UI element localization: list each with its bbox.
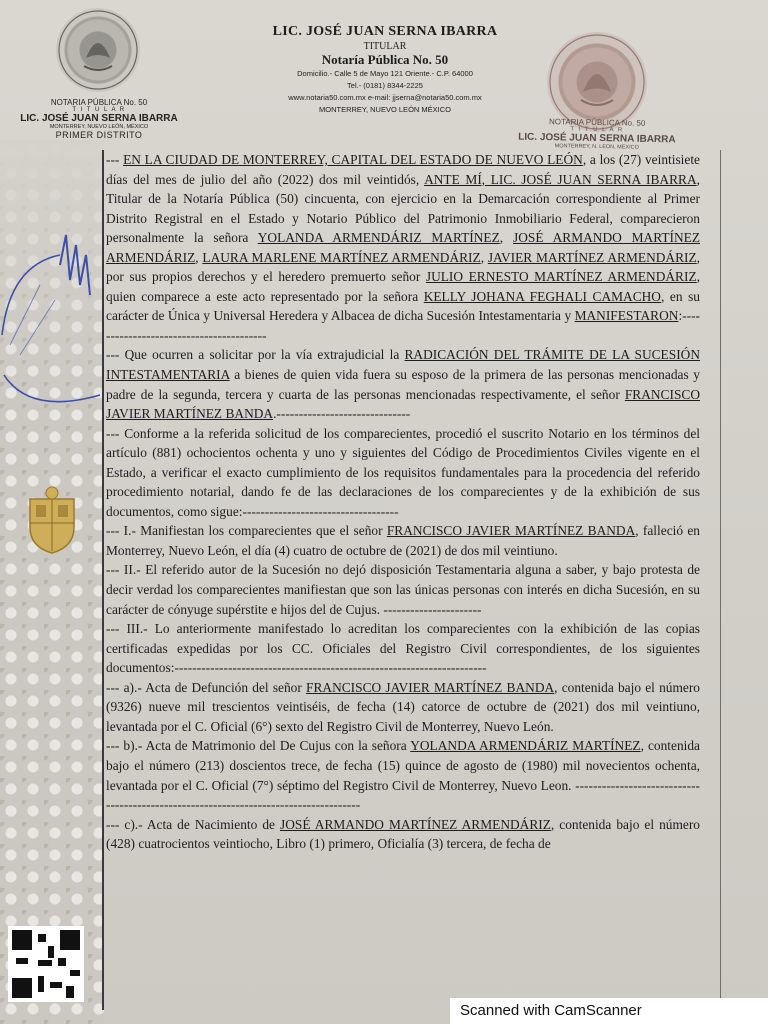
left-notary-seal: [56, 8, 140, 92]
paragraph-declaration-ii: --- II.- El referido autor de la Sucesión no dejó disposición Testamentaria alguna a saber, y bajo protesta de decir verdad los comparecientes manifiestan que son las únicas personas con interés en dicha Sucesión, en su carácter de cónyuge supérstite e hijos del de Cujus. ----------------------: [106, 562, 700, 617]
notary-letterhead: [230, 24, 540, 116]
notaria-number: Notaría Pública No. 50: [321, 52, 449, 67]
notary-web-email: www.notaria50.com.mx e-mail: jjserna@notaria50.com.mx: [288, 93, 482, 102]
paragraph-declaration-i: --- I.- Manifiestan los comparecientes que el señor FRANCISCO JAVIER MARTÍNEZ BANDA, falleció en Monterrey, Nuevo León, el día (4) cuatro de octubre de (2021) de dos mil veintiuno.: [106, 523, 700, 558]
paragraph-declaration-iii: --- III.- Lo anteriormente manifestado lo acreditan los comparecientes con la exhibición de las copias certificadas expedidas por los CC. Oficiales del Registro Civil correspondientes, de los siguientes documentos:----------------------------------------------------------------------: [106, 621, 700, 676]
paragraph-request: --- Que ocurren a solicitar por la vía extrajudicial la RADICACIÓN DEL TRÁMITE DE LA SUCESIÓN INTESTAMENTARIA a bienes de quien vida fuera su esposo de la primera de las personas mencionadas y padre de la segunda, tercera y cuarta de las personas mencionadas respectivamente, el señor FRANCISCO JAVIER MARTÍNEZ BANDA.------------------------------: [106, 347, 700, 422]
paragraph-verification: --- Conforme a la referida solicitud de los comparecientes, procedió el suscrito Notario en los términos del artículo (881) ochocientos ochenta y uno y siguientes del Código de Procedimientos Civiles vigente en el Estado, a verificar el exacto cumplimiento de los requisitos fundamentales para la procedencia del referido procedimiento notarial, dando fe de las declaraciones de los comparecientes y de la exhibición de sus documentos, como sigue:-----------------------------------: [106, 425, 700, 519]
notary-address: Domicilio.- Calle 5 de Mayo 121 Oriente.- C.P. 64000: [297, 69, 473, 78]
paragraph-item-a: --- a).- Acta de Defunción del señor FRANCISCO JAVIER MARTÍNEZ BANDA, contenida bajo el número (9326) nueve mil trescientos veintiséis, de fecha (14) catorce de octubre de (2021) dos mil veintiuno, levantada por el C. Oficial (6°) sexto del Registro Civil de Monterrey, Nuevo León.: [106, 679, 700, 734]
paragraph-item-c: --- c).- Acta de Nacimiento de JOSÉ ARMANDO MARTÍNEZ ARMENDÁRIZ, contenida bajo el número (428) cuatrocientos veintiocho, Libro (1) primero, Oficialía (3) tercera, de fecha de: [106, 816, 700, 852]
deed-body: [106, 150, 700, 854]
right-seal-caption: NOTARIA PÚBLICA No. 50 T I T U L A R LIC. JOSÉ JUAN SERNA IBARRA MONTERREY, N. LEON, MEXICO: [518, 117, 676, 151]
right-margin-line: [720, 150, 721, 1010]
eagle-emblem-icon: [56, 8, 140, 92]
paragraph-item-b: --- b).- Acta de Matrimonio del De Cujus con la señora YOLANDA ARMENDÁRIZ MARTÍNEZ, contenida bajo el número (213) doscientos trece, de fecha (15) quince de agosto de (1980) mil novecientos ochenta, levantada por el C. Oficial (7°) séptimo del Registro Civil de Monterrey, Nuevo Leon. -------------------------------------------------------------------------------------: [106, 738, 700, 813]
left-seal-caption: NOTARIA PÚBLICA No. 50 T I T U L A R LIC. JOSÉ JUAN SERNA IBARRA MONTERREY, NUEVO LEÓN, MÉXICO PRIMER DISTRITO: [20, 98, 178, 140]
paragraph-opening: --- EN LA CIUDAD DE MONTERREY, CAPITAL DEL ESTADO DE NUEVO LEÓN, a los (27) veintisiete días del mes de julio del año (2022) dos mil veintidós, ANTE MÍ, LIC. JOSÉ JUAN SERNA IBARRA, Titular de la Notaría Pública (50) cincuenta, con ejercicio en la Demarcación correspondiente al Primer Distrito Registral en el Estado y Notario Público del Patrimonio Inmobiliario Federal, comparecieron personalmente la señora YOLANDA ARMENDÁRIZ MARTÍNEZ, JOSÉ ARMANDO MARTÍNEZ ARMENDÁRIZ, LAURA MARLENE MARTÍNEZ ARMENDÁRIZ, JAVIER MARTÍNEZ ARMENDÁRIZ, por sus propios derechos y el heredero premuerto señor JULIO ERNESTO MARTÍNEZ ARMENDÁRIZ, quien comparece a este acto representado por la señora KELLY JOHANA FEGHALI CAMACHO, en su carácter de Única y Universal Heredera y Albacea de dicha Sucesión Intestamentaria y MANIFESTARON:----------------------------------------: [106, 152, 701, 343]
qr-code: [8, 926, 84, 1002]
notary-title: TITULAR: [363, 41, 407, 52]
notary-phone: Tel.- (0181) 8344-2225: [347, 81, 423, 90]
scanner-watermark: Scanned with CamScanner: [450, 998, 768, 1024]
notary-name: LIC. JOSÉ JUAN SERNA IBARRA: [272, 24, 498, 39]
coat-of-arms-icon: [22, 485, 82, 555]
blue-signature: [0, 225, 110, 425]
notary-city: MONTERREY, NUEVO LEÓN MÉXICO: [319, 105, 451, 114]
